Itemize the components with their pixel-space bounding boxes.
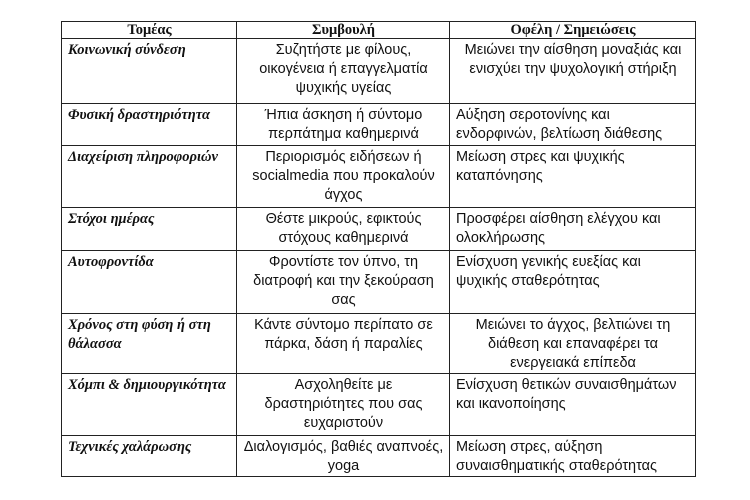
cell-area: Διαχείριση πληροφοριών	[62, 146, 237, 208]
cell-area: Αυτοφροντίδα	[62, 251, 237, 314]
cell-area: Φυσική δραστηριότητα	[62, 104, 237, 146]
table-row	[62, 314, 696, 374]
cell-benefit: Αύξηση σεροτονίνης και ενδορφινών, βελτίωση διάθεσης	[450, 104, 696, 146]
table-row	[62, 104, 696, 146]
table-row	[62, 251, 696, 314]
cell-benefit: Ενίσχυση γενικής ευεξίας και ψυχικής σταθερότητας	[450, 251, 696, 314]
cell-advice: Κάντε σύντομο περίπατο σε πάρκα, δάση ή παραλίες	[237, 314, 450, 374]
cell-area: Χόμπι & δημιουργικότητα	[62, 374, 237, 436]
cell-advice: Διαλογισμός, βαθιές αναπνοές, yoga	[237, 436, 450, 477]
table-row	[62, 436, 696, 477]
cell-benefit: Μειώνει το άγχος, βελτιώνει τη διάθεση και επαναφέρει τα ενεργειακά επίπεδα	[450, 314, 696, 374]
cell-benefit: Μείωση στρες και ψυχικής καταπόνησης	[450, 146, 696, 208]
cell-area: Τεχνικές χαλάρωσης	[62, 436, 237, 477]
cell-benefit: Ενίσχυση θετικών συναισθημάτων και ικανοποίησης	[450, 374, 696, 436]
cell-advice: Ήπια άσκηση ή σύντομο περπάτημα καθημερινά	[237, 104, 450, 146]
cell-area: Κοινωνική σύνδεση	[62, 39, 237, 104]
cell-benefit: Προσφέρει αίσθηση ελέγχου και ολοκλήρωσης	[450, 208, 696, 251]
cell-advice: Ασχοληθείτε με δραστηριότητες που σας ευχαριστούν	[237, 374, 450, 436]
cell-benefit: Μειώνει την αίσθηση μοναξιάς και ενισχύει την ψυχολογική στήριξη	[450, 39, 696, 104]
table-row	[62, 374, 696, 436]
header-advice: Συμβουλή	[237, 22, 450, 39]
cell-advice: Συζητήστε με φίλους, οικογένεια ή επαγγελματία ψυχικής υγείας	[237, 39, 450, 104]
table-row	[62, 208, 696, 251]
cell-area: Στόχοι ημέρας	[62, 208, 237, 251]
table-row	[62, 146, 696, 208]
table-header-row	[62, 22, 696, 39]
header-area: Τομέας	[62, 22, 237, 39]
cell-area: Χρόνος στη φύση ή στη θάλασσα	[62, 314, 237, 374]
cell-benefit: Μείωση στρες, αύξηση συναισθηματικής σταθερότητας	[450, 436, 696, 477]
cell-advice: Θέστε μικρούς, εφικτούς στόχους καθημερινά	[237, 208, 450, 251]
advice-table	[61, 21, 696, 477]
table-row	[62, 39, 696, 104]
cell-advice: Περιορισμός ειδήσεων ή socialmedia που προκαλούν άγχος	[237, 146, 450, 208]
cell-advice: Φροντίστε τον ύπνο, τη διατροφή και την ξεκούραση σας	[237, 251, 450, 314]
header-benefit: Οφέλη / Σημειώσεις	[450, 22, 696, 39]
